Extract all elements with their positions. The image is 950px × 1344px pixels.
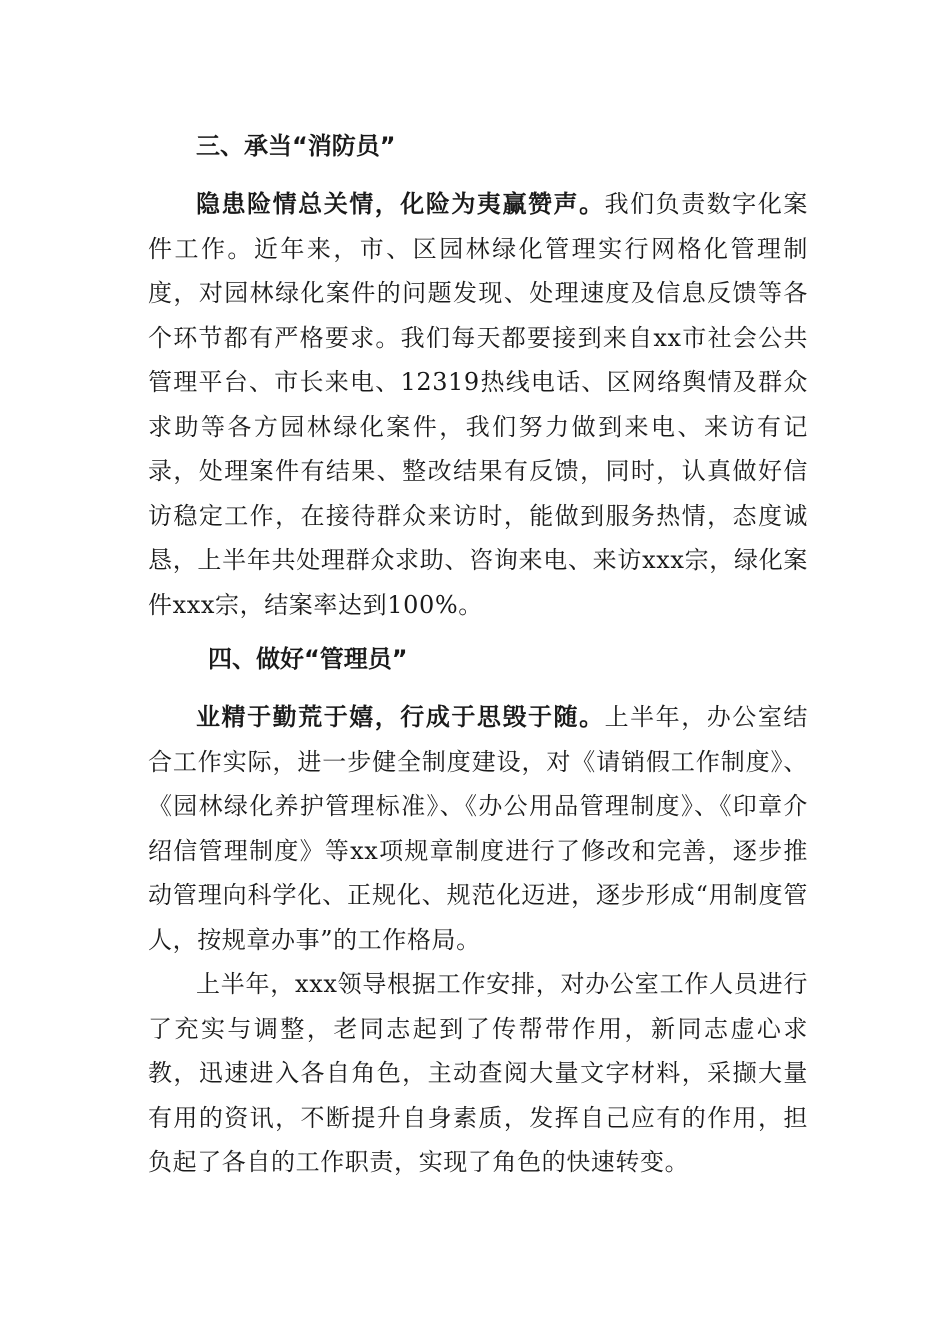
paragraph-body-text: 上半年，办公室结合工作实际，进一步健全制度建设，对《请销假工作制度》、《园林绿化养护管理标准》、《办公用品管理制度》、《印章介绍信管理制度》等xx项规章制度进行了修改和完善，逐步推动管理向科学化、正规化、规范化迈进，逐步形成“用制度管人，按规章办事”的工作格局。 <box>148 703 808 954</box>
section-heading-firefighter: 三、承当“消防员” <box>196 132 396 160</box>
paragraph-lead-sentence: 业精于勤荒于嬉，行成于思毁于随。 <box>196 703 605 731</box>
section-paragraph-manager <box>148 695 808 962</box>
paragraph-body-text: 我们负责数字化案件工作。近年来，市、区园林绿化管理实行网格化管理制度，对园林绿化案件的问题发现、处理速度及信息反馈等各个环节都有严格要求。我们每天都要接到来自xx市社会公共管理平台、市长来电、12319热线电话、区网络舆情及群众求助等各方园林绿化案件，我们努力做到来电、来访有记录，处理案件有结果、整改结果有反馈，同时，认真做好信访稳定工作，在接待群众来访时，能做到服务热情，态度诚恳，上半年共处理群众求助、咨询来电、来访xxx宗，绿化案件xxx宗，结案率达到100%。 <box>148 190 808 619</box>
section-paragraph-firefighter <box>148 182 808 627</box>
section-paragraph-staff: 上半年，xxx领导根据工作安排，对办公室工作人员进行了充实与调整，老同志起到了传帮带作用，新同志虚心求教，迅速进入各自角色，主动查阅大量文字材料，采撷大量有用的资讯，不断提升自身素质，发挥自己应有的作用，担负起了各自的工作职责，实现了角色的快速转变。 <box>148 970 808 1176</box>
document-body <box>148 124 808 1185</box>
paragraph-lead-sentence: 隐患险情总关情，化险为夷赢赞声。 <box>196 190 605 218</box>
section-heading-manager: 四、做好“管理员” <box>208 645 408 673</box>
